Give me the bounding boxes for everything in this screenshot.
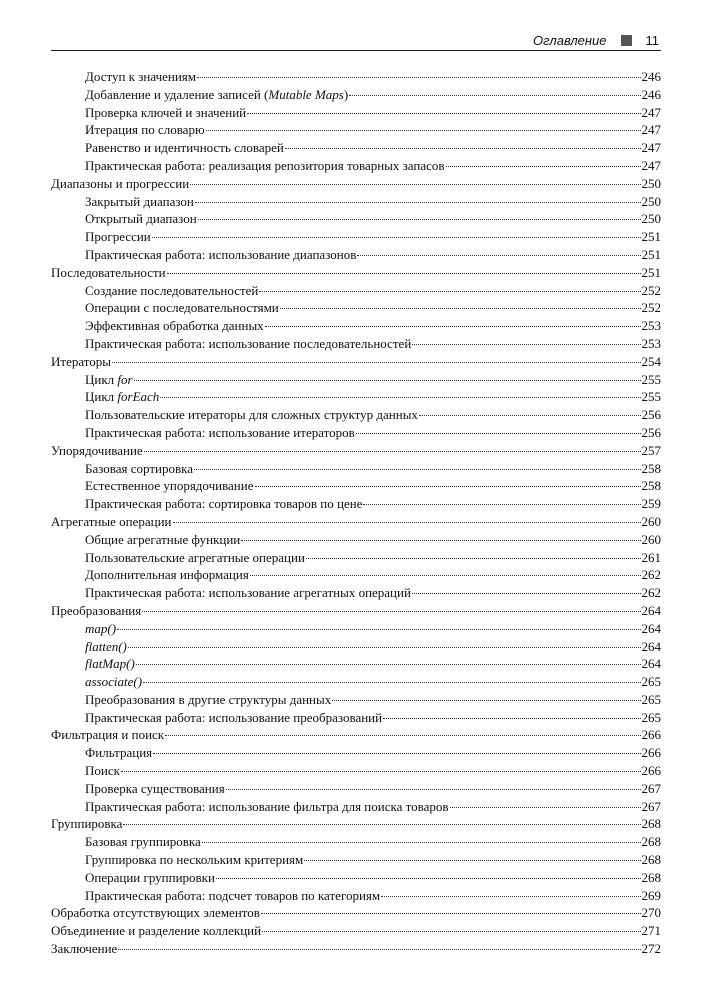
toc-entry-title: Заключение: [51, 941, 118, 957]
dot-leader: [112, 362, 640, 363]
toc-entry-page: 256: [641, 424, 661, 440]
toc-entry-title: Поиск: [85, 763, 120, 779]
toc-entry-title-part: Добавление и удаление записей (: [85, 86, 269, 102]
header-square-marker: [621, 35, 632, 46]
dot-leader: [195, 202, 641, 203]
dot-leader: [128, 647, 641, 648]
dot-leader: [412, 593, 641, 594]
toc-entry[interactable]: [51, 584, 661, 602]
toc-entry-page: 255: [641, 371, 661, 387]
toc-entry-title-part: forEach: [117, 389, 160, 405]
toc-entry-title: Группировка: [51, 816, 123, 832]
toc-entry[interactable]: [51, 620, 661, 638]
toc-entry-title: Проверка существования: [85, 780, 225, 796]
toc-entry-page: 265: [641, 674, 661, 690]
toc-entry-title: [85, 371, 133, 389]
dot-leader: [144, 451, 641, 452]
toc-entry-title: Пользовательские итераторы для сложных структур данных: [85, 407, 418, 423]
dot-leader: [197, 77, 640, 78]
toc-entry-page: 268: [641, 869, 661, 885]
toc-entry[interactable]: [51, 602, 661, 620]
dot-leader: [143, 682, 640, 683]
dot-leader: [265, 326, 641, 327]
toc-entry-page: 266: [641, 745, 661, 761]
toc-entry[interactable]: [51, 442, 661, 460]
dot-leader: [121, 771, 641, 772]
toc-entry-page: 253: [641, 318, 661, 334]
toc-entry-title: Дополнительная информация: [85, 567, 249, 583]
toc-entry[interactable]: [51, 762, 661, 780]
toc-entry-page: 260: [641, 513, 661, 529]
toc-entry-title: Операции группировки: [85, 869, 215, 885]
toc-entry-page: 262: [641, 585, 661, 601]
dot-leader: [363, 504, 640, 505]
toc-entry-page: 267: [641, 780, 661, 796]
toc-entry-title: Открытый диапазон: [85, 211, 197, 227]
toc-entry[interactable]: [51, 460, 661, 478]
toc-entry[interactable]: [51, 833, 661, 851]
toc-entry-title: Преобразования в другие структуры данных: [85, 691, 332, 707]
toc-entry-page: 252: [641, 282, 661, 298]
toc-entry[interactable]: [51, 388, 661, 406]
toc-entry-title: Обработка отсутствующих элементов: [51, 905, 260, 921]
toc-entry-page: 251: [641, 229, 661, 245]
dot-leader: [216, 878, 641, 879]
dot-leader: [262, 931, 640, 932]
toc-entry-page: 247: [641, 104, 661, 120]
toc-entry-title: Пользовательские агрегатные операции: [85, 549, 305, 565]
toc-entry-page: 250: [641, 193, 661, 209]
toc-entry-page: 258: [641, 478, 661, 494]
toc-entry-title: Фильтрация: [85, 745, 153, 761]
dot-leader: [206, 130, 641, 131]
toc-entry[interactable]: [51, 549, 661, 567]
toc-entry-title: Естественное упорядочивание: [85, 478, 254, 494]
toc-entry-title: [85, 86, 348, 104]
toc-entry[interactable]: [51, 406, 661, 424]
toc-entry-page: 247: [641, 157, 661, 173]
toc-entry-page: 268: [641, 816, 661, 832]
toc-entry-page: 264: [641, 656, 661, 672]
toc-entry-page: 266: [641, 763, 661, 779]
toc-entry[interactable]: [51, 798, 661, 816]
toc-entry[interactable]: [51, 193, 661, 211]
toc-entry[interactable]: [51, 780, 661, 798]
toc-entry[interactable]: [51, 744, 661, 762]
toc-entry-title: Базовая группировка: [85, 834, 201, 850]
toc-entry-title-part: for: [117, 371, 133, 387]
toc-entry-title: Закрытый диапазон: [85, 193, 194, 209]
toc-entry[interactable]: [51, 477, 661, 495]
toc-entry-title-part: ): [343, 86, 349, 102]
toc-entry-title: Последовательности: [51, 264, 166, 280]
toc-entry-title-part: associate(): [85, 674, 143, 690]
toc-entry[interactable]: [51, 495, 661, 513]
toc-entry[interactable]: [51, 335, 661, 353]
dot-leader: [259, 291, 640, 292]
toc-entry[interactable]: [51, 157, 661, 175]
toc-entry-title: Практическая работа: использование диапазонов: [85, 246, 357, 262]
dot-leader: [306, 558, 641, 559]
toc-entry-title: Равенство и идентичность словарей: [85, 140, 284, 156]
dot-leader: [152, 237, 641, 238]
running-header: [51, 30, 661, 51]
toc-entry-title: [85, 638, 127, 656]
toc-entry-title: Фильтрация и поиск: [51, 727, 165, 743]
toc-entry-page: 266: [641, 727, 661, 743]
toc-entry-title: Итераторы: [51, 353, 112, 369]
dot-leader: [194, 469, 640, 470]
toc-entry[interactable]: [51, 86, 661, 104]
toc-entry-page: 253: [641, 335, 661, 351]
toc-entry-title: Практическая работа: сортировка товаров по цене: [85, 496, 363, 512]
toc-entry-page: 247: [641, 122, 661, 138]
toc-entry-title: Прогрессии: [85, 229, 151, 245]
dot-leader: [134, 380, 641, 381]
dot-leader: [118, 949, 640, 950]
toc-entry-title: [85, 655, 135, 673]
dot-leader: [247, 113, 640, 114]
toc-entry[interactable]: [51, 104, 661, 122]
toc-entry[interactable]: [51, 175, 661, 193]
toc-entry-page: 261: [641, 549, 661, 565]
toc-entry[interactable]: [51, 531, 661, 549]
toc-entry[interactable]: [51, 68, 661, 86]
toc-entry[interactable]: [51, 851, 661, 869]
toc-entry-title: Агрегатные операции: [51, 513, 172, 529]
dot-leader: [349, 95, 640, 96]
dot-leader: [250, 575, 641, 576]
dot-leader: [198, 219, 641, 220]
toc-entry[interactable]: [51, 121, 661, 139]
toc-entry-page: 264: [641, 620, 661, 636]
toc-entry-title-part: flatten(): [85, 638, 127, 654]
toc-entry-page: 251: [641, 264, 661, 280]
toc-entry-title: Диапазоны и прогрессии: [51, 175, 190, 191]
toc-entry[interactable]: [51, 922, 661, 940]
toc-entry[interactable]: [51, 815, 661, 833]
toc-entry[interactable]: [51, 139, 661, 157]
toc-entry-page: 250: [641, 211, 661, 227]
toc-entry-page: 256: [641, 407, 661, 423]
toc-entry[interactable]: [51, 513, 661, 531]
toc-entry-page: 260: [641, 531, 661, 547]
toc-entry-title: Практическая работа: использование преобразований: [85, 709, 383, 725]
dot-leader: [142, 611, 640, 612]
dot-leader: [285, 148, 641, 149]
dot-leader: [167, 273, 641, 274]
toc-entry-title: Практическая работа: использование итераторов: [85, 424, 355, 440]
toc-entry-page: 268: [641, 834, 661, 850]
toc-entry-title: Общие агрегатные функции: [85, 531, 241, 547]
dot-leader: [160, 397, 640, 398]
toc-entry-title-part: map(): [85, 620, 117, 636]
toc-entry-title-part: Цикл: [85, 389, 118, 405]
toc-entry-title: Практическая работа: подсчет товаров по категориям: [85, 887, 381, 903]
toc-entry-page: 251: [641, 246, 661, 262]
toc-entry-page: 264: [641, 602, 661, 618]
toc-entry-title-part: Mutable Maps: [268, 86, 344, 102]
toc-entry[interactable]: [51, 673, 661, 691]
toc-entry-page: 267: [641, 798, 661, 814]
toc-entry-title: Практическая работа: использование последовательностей: [85, 335, 412, 351]
toc-entry[interactable]: [51, 887, 661, 905]
toc-entry[interactable]: [51, 904, 661, 922]
toc-entry-page: 269: [641, 887, 661, 903]
toc-entry-page: 246: [641, 86, 661, 102]
toc-entry-title: [85, 620, 116, 638]
dot-leader: [412, 344, 640, 345]
dot-leader: [165, 735, 640, 736]
toc-entry-page: 247: [641, 140, 661, 156]
toc-entry-page: 252: [641, 300, 661, 316]
toc-entry-title: Проверка ключей и значений: [85, 104, 247, 120]
toc-entry-page: 272: [641, 941, 661, 957]
header-section-title: Оглавление: [533, 32, 607, 48]
toc-entry-page: 255: [641, 389, 661, 405]
toc-entry-title: Итерация по словарю: [85, 122, 205, 138]
dot-leader: [173, 522, 641, 523]
toc-entry-title: Группировка по нескольким критериям: [85, 852, 304, 868]
dot-leader: [123, 824, 640, 825]
toc-entry-page: 262: [641, 567, 661, 583]
dot-leader: [280, 308, 641, 309]
dot-leader: [356, 433, 641, 434]
table-of-contents: [51, 68, 661, 958]
toc-entry-title-part: Цикл: [85, 371, 118, 387]
toc-entry-title-part: flatMap(): [85, 656, 135, 672]
toc-entry[interactable]: [51, 566, 661, 584]
toc-entry-page: 265: [641, 709, 661, 725]
toc-entry-title: Объединение и разделение коллекций: [51, 923, 262, 939]
toc-entry[interactable]: [51, 246, 661, 264]
toc-entry-title: Практическая работа: использование агрегатных операций: [85, 585, 411, 601]
toc-entry[interactable]: [51, 264, 661, 282]
toc-entry-title: Упорядочивание: [51, 442, 143, 458]
toc-entry-title: Доступ к значениям: [85, 69, 197, 84]
toc-entry[interactable]: [51, 299, 661, 317]
toc-entry-page: 250: [641, 175, 661, 191]
toc-entry-page: 271: [641, 923, 661, 939]
toc-entry-page: 254: [641, 353, 661, 369]
dot-leader: [255, 486, 641, 487]
dot-leader: [153, 753, 640, 754]
toc-entry[interactable]: [51, 691, 661, 709]
toc-entry-page: 259: [641, 496, 661, 512]
toc-entry[interactable]: [51, 638, 661, 656]
dot-leader: [304, 860, 640, 861]
toc-entry-page: 246: [641, 69, 661, 84]
toc-entry[interactable]: [51, 282, 661, 300]
toc-entry-title: Создание последовательностей: [85, 282, 259, 298]
header-page-number: 11: [645, 32, 659, 48]
dot-leader: [241, 540, 640, 541]
dot-leader: [357, 255, 640, 256]
dot-leader: [446, 166, 641, 167]
dot-leader: [383, 718, 640, 719]
dot-leader: [190, 184, 640, 185]
toc-entry-title: Операции с последовательностями: [85, 300, 279, 316]
dot-leader: [261, 913, 641, 914]
toc-entry[interactable]: [51, 869, 661, 887]
dot-leader: [419, 415, 641, 416]
toc-entry-page: 268: [641, 852, 661, 868]
toc-entry[interactable]: [51, 210, 661, 228]
toc-entry[interactable]: [51, 424, 661, 442]
dot-leader: [450, 807, 641, 808]
toc-entry-title: [85, 388, 159, 406]
dot-leader: [332, 700, 640, 701]
toc-entry[interactable]: [51, 709, 661, 727]
dot-leader: [226, 789, 641, 790]
toc-entry[interactable]: [51, 353, 661, 371]
toc-entry-title: Практическая работа: использование фильтра для поиска товаров: [85, 798, 449, 814]
toc-entry[interactable]: [51, 228, 661, 246]
toc-entry[interactable]: [51, 726, 661, 744]
toc-entry-title: Преобразования: [51, 602, 142, 618]
toc-entry-page: 264: [641, 638, 661, 654]
toc-entry-page: 258: [641, 460, 661, 476]
toc-entry[interactable]: [51, 655, 661, 673]
dot-leader: [202, 842, 641, 843]
toc-entry[interactable]: [51, 317, 661, 335]
toc-entry[interactable]: [51, 371, 661, 389]
toc-entry-title: Эффективная обработка данных: [85, 318, 264, 334]
toc-entry-title: [85, 673, 142, 691]
toc-entry-page: 265: [641, 691, 661, 707]
toc-entry-page: 257: [641, 442, 661, 458]
dot-leader: [381, 896, 640, 897]
dot-leader: [117, 629, 640, 630]
toc-entry[interactable]: [51, 940, 661, 958]
dot-leader: [136, 664, 641, 665]
toc-entry-page: 270: [641, 905, 661, 921]
toc-entry-title: Практическая работа: реализация репозитория товарных запасов: [85, 157, 445, 173]
toc-entry-title: Базовая сортировка: [85, 460, 194, 476]
